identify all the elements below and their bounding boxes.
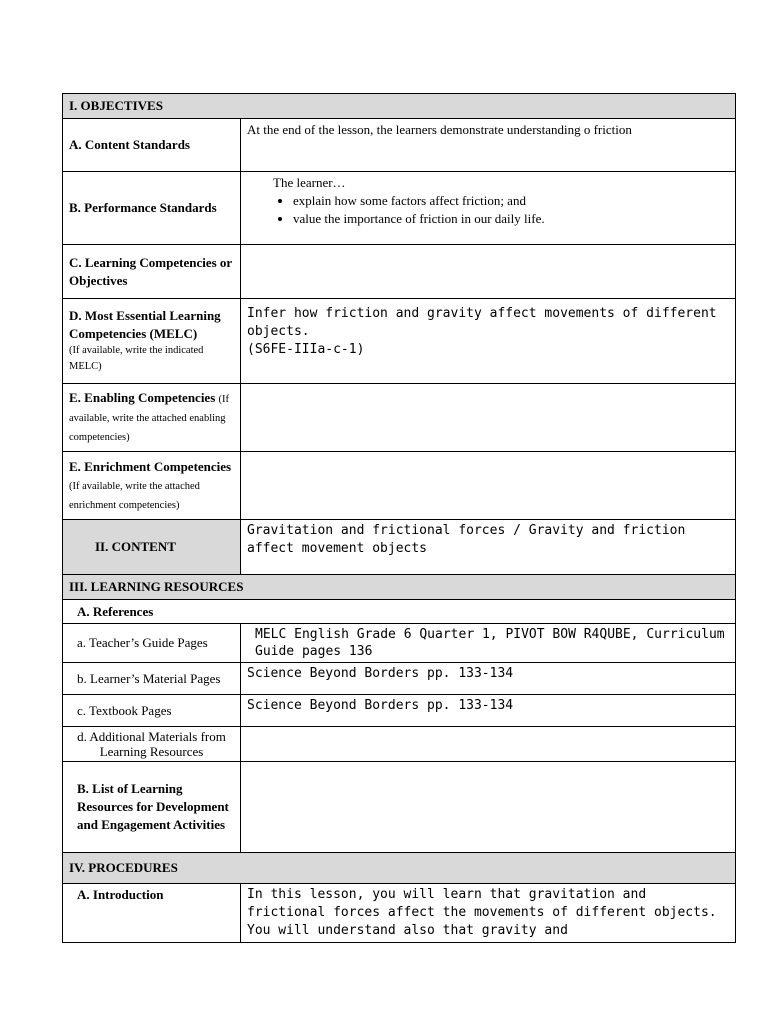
melc-note: (If available, write the indicated MELC) bbox=[69, 345, 204, 372]
melc-row bbox=[63, 299, 736, 384]
additional-materials-row bbox=[63, 727, 736, 762]
learners-material-row bbox=[63, 663, 736, 695]
section-header-objectives: I. OBJECTIVES bbox=[63, 94, 736, 119]
section-procedures-row bbox=[63, 853, 736, 884]
textbook-value: Science Beyond Borders pp. 133-134 bbox=[241, 695, 736, 727]
enrichment-label-cell bbox=[63, 452, 241, 520]
enrichment-value bbox=[241, 452, 736, 520]
teachers-guide-label: a. Teacher’s Guide Pages bbox=[63, 624, 241, 663]
content-standards-row bbox=[63, 119, 736, 172]
section-header-resources: III. LEARNING RESOURCES bbox=[63, 575, 736, 600]
performance-standards-list bbox=[247, 192, 729, 228]
content-standards-label: A. Content Standards bbox=[63, 119, 241, 172]
introduction-row bbox=[63, 884, 736, 943]
performance-standards-bullet: • value the importance of friction in our daily life. bbox=[293, 210, 729, 228]
list-resources-label: B. List of Learning Resources for Development and Engagement Activities bbox=[63, 762, 241, 853]
enabling-label-cell bbox=[63, 384, 241, 452]
melc-value-line2: (S6FE-IIIa-c-1) bbox=[247, 342, 365, 357]
learning-competencies-label: C. Learning Competencies or Objectives bbox=[63, 245, 241, 299]
enabling-note: (If available, write the attached enabling competencies) bbox=[69, 394, 230, 443]
list-resources-row bbox=[63, 762, 736, 853]
introduction-label: A. Introduction bbox=[63, 884, 241, 943]
performance-standards-value bbox=[241, 172, 736, 245]
section-header-procedures: IV. PROCEDURES bbox=[63, 853, 736, 884]
melc-label: D. Most Essential Learning Competencies (MELC) bbox=[69, 308, 221, 341]
melc-label-cell bbox=[63, 299, 241, 384]
enrichment-label: E. Enrichment Competencies bbox=[69, 458, 232, 474]
content-value: Gravitation and frictional forces / Gravity and friction affect movement objects bbox=[241, 520, 736, 575]
enabling-label: E. Enabling Competencies bbox=[69, 390, 216, 405]
additional-materials-value bbox=[241, 727, 736, 762]
section-resources-row bbox=[63, 575, 736, 600]
performance-standards-label: B. Performance Standards bbox=[63, 172, 241, 245]
enrichment-row bbox=[63, 452, 736, 520]
melc-value bbox=[241, 299, 736, 384]
performance-standards-intro: The learner… bbox=[273, 175, 346, 190]
learners-material-label: b. Learner’s Material Pages bbox=[63, 663, 241, 695]
learning-competencies-value bbox=[241, 245, 736, 299]
enabling-row bbox=[63, 384, 736, 452]
content-standards-value: At the end of the lesson, the learners demonstrate understanding o friction bbox=[241, 119, 736, 172]
textbook-row bbox=[63, 695, 736, 727]
enabling-value bbox=[241, 384, 736, 452]
teachers-guide-value: MELC English Grade 6 Quarter 1, PIVOT BOW R4QUBE, Curriculum Guide pages 136 bbox=[241, 624, 736, 663]
textbook-label: c. Textbook Pages bbox=[63, 695, 241, 727]
performance-standards-row bbox=[63, 172, 736, 245]
list-resources-value bbox=[241, 762, 736, 853]
learning-competencies-row bbox=[63, 245, 736, 299]
introduction-value: In this lesson, you will learn that gravitation and frictional forces affect the movements of different objects. You will understand also that gravity and bbox=[241, 884, 736, 943]
melc-value-line1: Infer how friction and gravity affect movements of different objects. bbox=[247, 306, 717, 339]
references-row bbox=[63, 600, 736, 624]
section-objectives-row bbox=[63, 94, 736, 119]
performance-standards-bullet: • explain how some factors affect friction; and bbox=[293, 192, 729, 210]
references-label: A. References bbox=[63, 600, 736, 624]
additional-materials-label: d. Additional Materials from Learning Resources bbox=[63, 727, 241, 762]
teachers-guide-row bbox=[63, 624, 736, 663]
content-label: II. CONTENT bbox=[63, 520, 241, 575]
enrichment-note: (If available, write the attached enrichment competencies) bbox=[69, 480, 200, 511]
learners-material-value: Science Beyond Borders pp. 133-134 bbox=[241, 663, 736, 695]
content-row bbox=[63, 520, 736, 575]
lesson-plan-table bbox=[62, 93, 736, 943]
